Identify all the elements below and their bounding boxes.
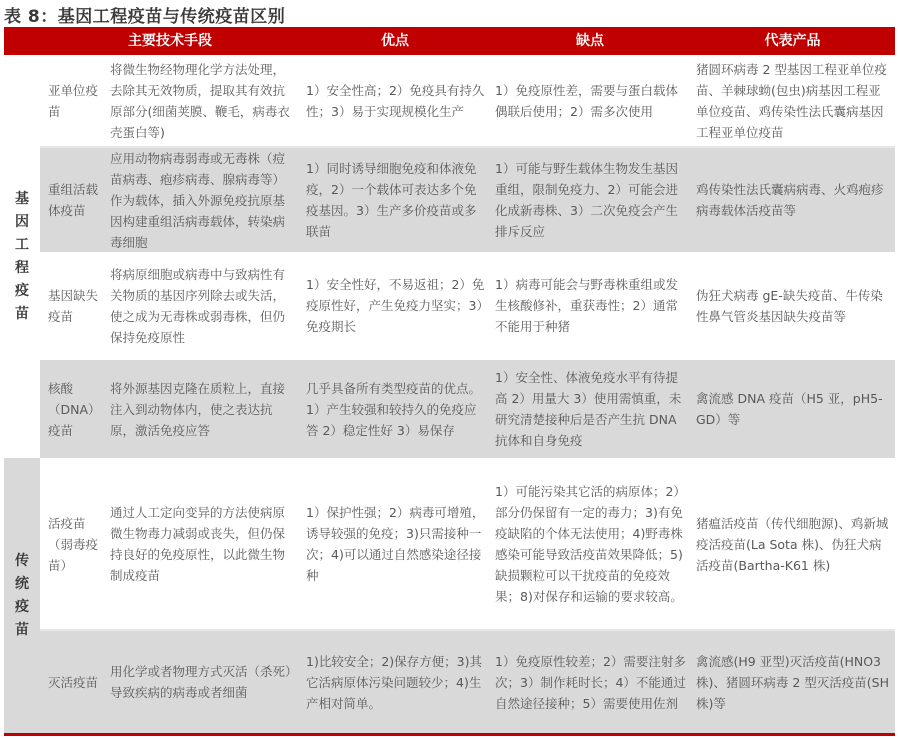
vaccine-name: 灭活疫苗: [48, 674, 99, 690]
vaccine-name: 活疫苗（弱毒疫苗）: [48, 515, 99, 573]
vaccine-name: 核酸（DNA）疫苗: [48, 380, 101, 438]
cons-cell: 1）免疫原性较差；2）需要注射多次；3）制作耗时长；4）不能通过自然途径接种；5）需要使用佐剂: [495, 653, 686, 711]
table-row: [40, 252, 895, 359]
products-cell: 伪狂犬病毒 gE-缺失疫苗、牛传染性鼻气管炎基因缺失疫苗等: [696, 287, 883, 324]
products-cell: 猪圆环病毒 2 型基因工程亚单位疫苗、羊棘球蚴(包虫)病基因工程亚单位疫苗、鸡传染性法氏囊病基因工程亚单位疫苗: [696, 62, 887, 140]
category-label: 基因工程疫苗: [15, 190, 29, 322]
vaccine-name: 亚单位疫苗: [48, 83, 99, 119]
table-title: 表 8：基因工程疫苗与传统疫苗区别: [4, 7, 286, 27]
category-genetic-engineering: [4, 55, 40, 458]
products-cell: 猪瘟活疫苗（传代细胞源)、鸡新城疫活疫苗(La Sota 株)、伪狂犬病活疫苗(Bartha-K61 株): [696, 515, 889, 573]
header-method: 主要技术手段: [128, 33, 212, 49]
table-header: [4, 27, 895, 55]
table-row: [40, 55, 895, 147]
table-row: [40, 458, 895, 630]
cons-cell: 1）安全性、体液免疫水平有待提高 2）用量大 3）使用需慎重，未研究清楚接种后是否产生抗 DNA 抗体和自身免疫: [495, 370, 682, 448]
header-pros: 优点: [381, 33, 409, 49]
table-row: [40, 631, 895, 733]
category-label: 传统疫苗: [15, 552, 29, 638]
technique-cell: 应用动物病毒弱毒或无毒株（痘苗病毒、疱疹病毒、腺病毒等）作为载体，插入外源免疫抗原基因构建重组活病毒载体，转染病毒细胞: [110, 150, 286, 250]
pros-cell: 1）同时诱导细胞免疫和体液免疫，2）一个载体可表达多个免疫基因。3）生产多价疫苗或多联苗: [306, 161, 477, 239]
vaccine-name: 重组活载体疫苗: [48, 182, 99, 218]
technique-cell: 将病原细胞或病毒中与致病性有关物质的基因序列除去或失活，使之成为无毒株或弱毒株，但仍保持免疫原性: [110, 266, 286, 345]
cons-cell: 1）可能污染其它活的病原体；2）部分仍保留有一定的毒力；3)有免疫缺陷的个体无法使用；4)野毒株感染可能导致活疫苗效果降低；5)缺损颗粒可以干扰疫苗的免疫效果；8)对保存和运输的要求较高。: [495, 484, 686, 604]
cons-cell: 1）免疫原性差，需要与蛋白载体偶联后使用；2）需多次使用: [495, 83, 678, 119]
header-products: 代表产品: [764, 33, 821, 49]
products-cell: 禽流感(H9 亚型)灭活疫苗(HNO3 株)、猪圆环病毒 2 型灭活疫苗(SH 株)等: [696, 653, 889, 711]
cons-cell: 1）可能与野生载体生物发生基因重组，限制免疫力、2）可能会进化成新毒株、3）二次免疫会产生排斥反应: [495, 161, 678, 239]
products-cell: 禽流感 DNA 疫苗（H5 亚，pH5-GD）等: [696, 391, 883, 427]
table-bottom-border: [4, 733, 895, 736]
category-traditional: [4, 458, 40, 733]
header-blank: [4, 27, 40, 55]
cons-cell: 1）病毒可能会与野毒株重组或发生核酸修补，重获毒性；2）通常不能用于种猪: [495, 277, 678, 334]
vaccine-name: 基因缺失疫苗: [48, 287, 99, 324]
pros-cell: 1）安全性好，不易返祖；2）免疫原性好，产生免疫力坚实；3）免疫期长: [306, 277, 485, 334]
pros-cell: 1）保护性强；2）病毒可增殖，诱导较强的免疫；3)只需接种一次；4)可以通过自然感染途径接种: [306, 505, 485, 583]
products-cell: 鸡传染性法氏囊病病毒、火鸡疱疹病毒载体活疫苗等: [696, 182, 884, 218]
pros-cell: 1)比较安全；2)保存方便；3)其它活病原体污染问题较少；4)生产相对简单。: [306, 653, 482, 711]
technique-cell: 用化学或者物理方式灭活（杀死）导致疾病的病毒或者细菌: [110, 664, 292, 700]
technique-cell: 将微生物经物理化学方法处理，去除其无效物质，提取其有效抗原部分(细菌荚膜、鞭毛，病毒衣壳蛋白等): [110, 62, 290, 140]
technique-cell: 通过人工定向变异的方法使病原微生物毒力减弱或丧失，但仍保持良好的免疫原性，以此微生物制成疫苗: [110, 505, 286, 583]
technique-cell: 将外源基因克隆在质粒上，直接注入到动物体内，使之表达抗原，激活免疫应答: [110, 380, 286, 438]
pros-cell: 1）安全性高；2）免疫具有持久性；3）易于实现规模化生产: [306, 83, 485, 119]
pros-cell: 几乎具备所有类型疫苗的优点。1）产生较强和较持久的免疫应答 2）稳定性好 3）易保存: [306, 380, 482, 438]
table-row: [40, 148, 895, 252]
header-cons: 缺点: [576, 33, 604, 49]
table-row: [40, 360, 895, 458]
